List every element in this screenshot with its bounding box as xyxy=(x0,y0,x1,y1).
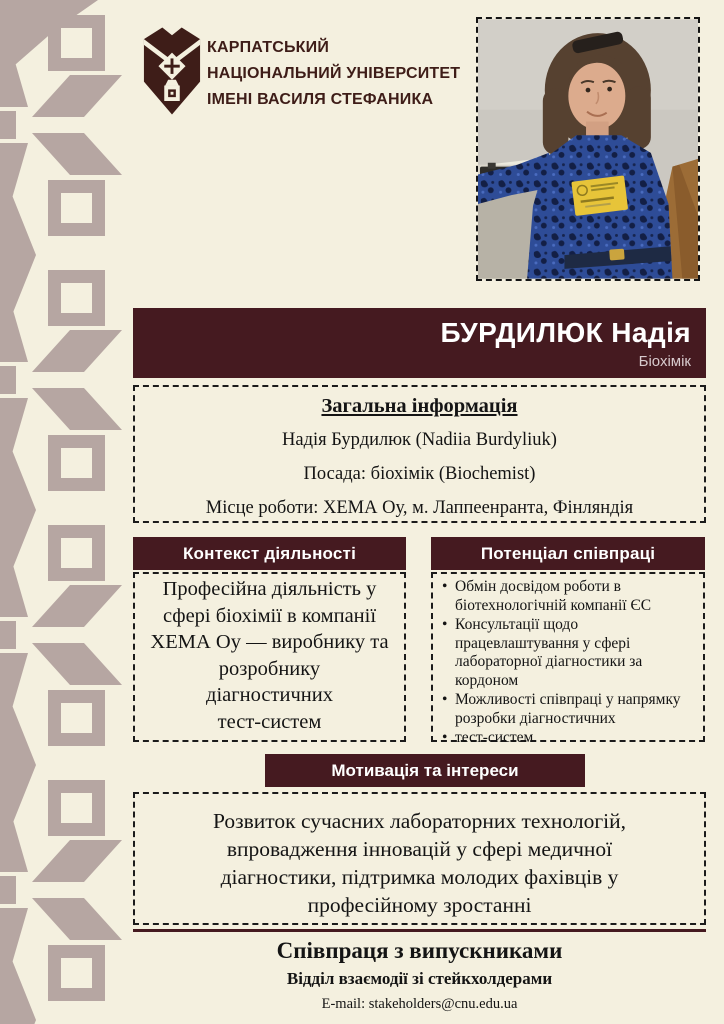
potential-list xyxy=(455,578,697,748)
context-header: Контекст діяльності xyxy=(133,537,406,570)
potential-header: Потенціал співпраці xyxy=(431,537,705,570)
potential-item: • Можливості співпраці у напрямку розробки діагностичних xyxy=(455,691,697,728)
context-section xyxy=(133,537,406,742)
profile-photo xyxy=(476,17,700,281)
profile-name-banner xyxy=(133,308,706,378)
motivation-text-line: діагностики, підтримка молодих фахівців у xyxy=(220,865,619,889)
footer xyxy=(133,938,706,1013)
potential-section xyxy=(431,537,705,746)
context-text xyxy=(135,574,404,735)
context-text-line: Професійна діяльність у xyxy=(162,578,377,600)
motivation-section xyxy=(133,792,706,925)
motivation-header: Мотивація та інтереси xyxy=(265,754,585,787)
context-text-line: тест-систем xyxy=(217,710,322,733)
footer-email: E-mail: stakeholders@cnu.edu.ua xyxy=(321,996,518,1012)
general-info-line: Посада: біохімік (Biochemist) xyxy=(303,464,536,484)
footer-subtitle: Відділ взаємодії зі стейкхолдерами xyxy=(286,969,553,988)
footer-title: Співпраця з випускниками xyxy=(276,938,563,963)
general-info-section xyxy=(133,385,706,523)
context-text-line: розробнику xyxy=(218,657,321,680)
context-text-line: діагностичних xyxy=(206,684,333,706)
motivation-text-line: впровадження інновацій у сфері медичної xyxy=(226,837,613,861)
general-info-lines xyxy=(135,428,704,520)
context-text-line: ХЕМА Оу — виробнику та xyxy=(150,631,389,653)
general-info-line: Місце роботи: ХЕМА Оу, м. Лаппеенранта, Фінляндія xyxy=(205,498,634,518)
university-name-line: КАРПАТСЬКИЙ xyxy=(207,39,330,56)
profile-name: БУРДИЛЮК Надія xyxy=(440,317,691,348)
motivation-text-line: Розвиток сучасних лабораторних технологій, xyxy=(212,809,627,833)
university-name xyxy=(207,35,507,113)
university-crest-icon xyxy=(142,26,202,116)
university-name-line: НАЦІОНАЛЬНИЙ УНІВЕРСИТЕТ xyxy=(207,65,461,82)
general-info-line: Надія Бурдилюк (Nadiia Burdyliuk) xyxy=(282,430,557,450)
footer-divider xyxy=(133,929,706,932)
alumna-portrait-illustration xyxy=(478,19,698,279)
motivation-text-line: професійному зростанні xyxy=(307,893,532,917)
potential-item: • тест-систем xyxy=(455,729,697,748)
general-info-title: Загальна інформація xyxy=(321,395,518,417)
context-text-line: сфері біохімії в компанії xyxy=(162,604,377,627)
ethnic-ornament-pattern xyxy=(0,0,126,1024)
profile-role: Біохімік xyxy=(638,353,691,370)
university-name-line: ІМЕНІ ВАСИЛЯ СТЕФАНИКА xyxy=(207,91,434,108)
potential-item: • Консультації щодо працевлаштування у сфері лабораторної діагностики за кордоном xyxy=(455,616,697,690)
potential-item: • Обмін досвідом роботи в біотехнологічній компанії ЄС xyxy=(455,578,697,615)
